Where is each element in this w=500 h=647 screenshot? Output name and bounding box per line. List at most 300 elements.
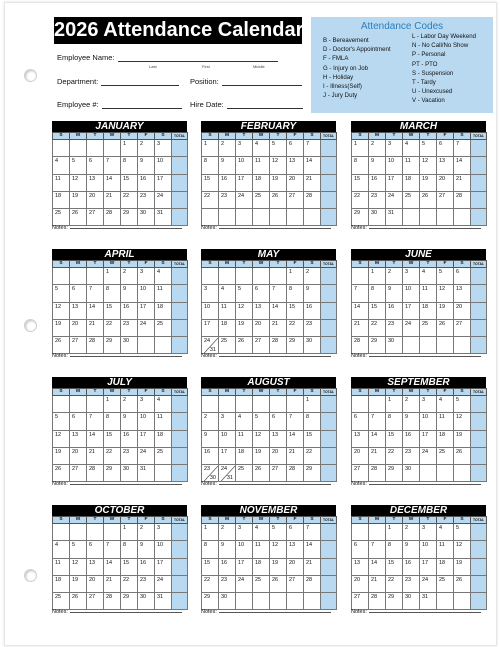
day-cell[interactable]: 7: [87, 413, 104, 430]
day-cell[interactable]: 11: [403, 157, 420, 174]
day-cell[interactable]: 10: [138, 413, 155, 430]
day-cell[interactable]: 4: [253, 524, 270, 541]
day-cell[interactable]: 22: [352, 191, 369, 208]
day-cell[interactable]: 18: [253, 174, 270, 191]
day-cell[interactable]: 27: [87, 209, 104, 226]
week-total-cell[interactable]: [471, 575, 487, 592]
day-cell[interactable]: 22: [386, 575, 403, 592]
day-cell[interactable]: 3: [420, 524, 437, 541]
day-cell[interactable]: 9: [138, 157, 155, 174]
day-cell[interactable]: 28: [369, 593, 386, 610]
week-total-cell[interactable]: [172, 140, 188, 157]
day-cell[interactable]: 22: [386, 447, 403, 464]
day-cell[interactable]: 25: [253, 575, 270, 592]
day-cell[interactable]: 3: [420, 396, 437, 413]
notes-line[interactable]: [70, 608, 182, 613]
day-cell[interactable]: 13: [270, 430, 287, 447]
day-cell[interactable]: 27: [352, 465, 369, 482]
day-cell[interactable]: 1: [304, 396, 321, 413]
day-cell[interactable]: [369, 524, 386, 541]
day-cell[interactable]: 5: [270, 524, 287, 541]
day-cell[interactable]: 8: [304, 413, 321, 430]
day-cell[interactable]: 25: [155, 319, 172, 336]
day-cell[interactable]: 24: [138, 447, 155, 464]
day-cell[interactable]: 30: [138, 593, 155, 610]
day-cell[interactable]: 27: [437, 191, 454, 208]
day-cell[interactable]: 1: [104, 268, 121, 285]
day-cell[interactable]: 14: [369, 430, 386, 447]
day-cell[interactable]: 12: [253, 430, 270, 447]
day-cell[interactable]: 11: [420, 285, 437, 302]
day-cell[interactable]: 14: [454, 157, 471, 174]
day-cell[interactable]: 19: [420, 174, 437, 191]
position-field[interactable]: [222, 85, 302, 86]
day-cell[interactable]: 29: [104, 465, 121, 482]
day-cell[interactable]: 5: [454, 524, 471, 541]
day-cell[interactable]: 4: [219, 285, 236, 302]
day-cell[interactable]: 13: [87, 174, 104, 191]
notes-line[interactable]: [219, 608, 331, 613]
day-cell[interactable]: 2: [403, 524, 420, 541]
day-cell[interactable]: 5: [70, 541, 87, 558]
day-cell[interactable]: 18: [236, 447, 253, 464]
day-cell[interactable]: 22: [202, 191, 219, 208]
day-cell[interactable]: 10: [403, 285, 420, 302]
day-cell[interactable]: 16: [304, 302, 321, 319]
day-cell[interactable]: 20: [287, 558, 304, 575]
day-cell[interactable]: 5: [53, 285, 70, 302]
day-cell[interactable]: 16: [369, 174, 386, 191]
week-total-cell[interactable]: [471, 447, 487, 464]
day-cell[interactable]: 2: [121, 396, 138, 413]
day-cell[interactable]: 17: [155, 558, 172, 575]
day-cell[interactable]: 18: [219, 319, 236, 336]
day-cell[interactable]: 13: [352, 558, 369, 575]
day-cell[interactable]: 28: [454, 191, 471, 208]
day-cell[interactable]: 19: [454, 430, 471, 447]
day-cell[interactable]: 19: [70, 575, 87, 592]
day-cell[interactable]: 15: [369, 302, 386, 319]
day-cell[interactable]: 13: [352, 430, 369, 447]
notes-line[interactable]: [369, 224, 481, 229]
day-cell[interactable]: 25: [403, 191, 420, 208]
day-cell[interactable]: [202, 268, 219, 285]
week-total-cell[interactable]: [172, 430, 188, 447]
notes-line[interactable]: [219, 480, 331, 485]
day-cell[interactable]: 13: [70, 430, 87, 447]
day-cell[interactable]: 19: [270, 558, 287, 575]
day-cell[interactable]: 7: [287, 413, 304, 430]
day-cell[interactable]: 27: [87, 593, 104, 610]
day-cell[interactable]: 30: [219, 593, 236, 610]
day-cell[interactable]: 6: [70, 413, 87, 430]
week-total-cell[interactable]: [321, 447, 337, 464]
day-cell[interactable]: 16: [219, 174, 236, 191]
day-cell[interactable]: 17: [202, 319, 219, 336]
day-cell[interactable]: 3: [155, 140, 172, 157]
week-total-cell[interactable]: [172, 157, 188, 174]
day-cell[interactable]: 4: [236, 413, 253, 430]
day-cell[interactable]: 31: [138, 465, 155, 482]
day-cell[interactable]: [53, 140, 70, 157]
day-cell[interactable]: 28: [87, 465, 104, 482]
day-cell[interactable]: [369, 396, 386, 413]
day-cell[interactable]: 10: [236, 541, 253, 558]
week-total-cell[interactable]: [471, 191, 487, 208]
day-cell[interactable]: 23: [121, 447, 138, 464]
day-cell[interactable]: 26: [437, 319, 454, 336]
day-cell[interactable]: [53, 524, 70, 541]
day-cell[interactable]: 10: [236, 157, 253, 174]
day-cell[interactable]: 10: [420, 541, 437, 558]
day-cell[interactable]: 19: [53, 447, 70, 464]
day-cell[interactable]: 22: [304, 447, 321, 464]
day-cell[interactable]: [70, 524, 87, 541]
week-total-cell[interactable]: [172, 319, 188, 336]
day-cell[interactable]: 23: [403, 575, 420, 592]
day-cell[interactable]: 11: [53, 174, 70, 191]
day-cell[interactable]: 16: [403, 430, 420, 447]
day-cell[interactable]: 22: [121, 575, 138, 592]
day-cell[interactable]: 30: [403, 465, 420, 482]
day-cell[interactable]: 20: [70, 319, 87, 336]
day-cell[interactable]: 22: [104, 447, 121, 464]
day-cell[interactable]: 2: [219, 524, 236, 541]
hire-date-field[interactable]: [227, 108, 303, 109]
day-cell[interactable]: 12: [454, 413, 471, 430]
day-cell[interactable]: 28: [270, 337, 287, 354]
day-cell[interactable]: 26: [454, 447, 471, 464]
day-cell[interactable]: 14: [87, 302, 104, 319]
day-cell[interactable]: 3: [219, 413, 236, 430]
day-cell[interactable]: 7: [270, 285, 287, 302]
day-cell[interactable]: 3: [155, 524, 172, 541]
day-cell[interactable]: 14: [304, 541, 321, 558]
day-cell[interactable]: 2: [369, 140, 386, 157]
day-cell[interactable]: 15: [121, 558, 138, 575]
day-cell[interactable]: 15: [386, 558, 403, 575]
day-cell[interactable]: 18: [53, 191, 70, 208]
day-cell[interactable]: 12: [53, 430, 70, 447]
week-total-cell[interactable]: [321, 191, 337, 208]
day-cell[interactable]: 12: [270, 157, 287, 174]
day-cell[interactable]: 21: [104, 191, 121, 208]
day-cell[interactable]: 18: [53, 575, 70, 592]
day-cell[interactable]: [270, 396, 287, 413]
day-cell[interactable]: 8: [104, 285, 121, 302]
day-cell[interactable]: 7: [454, 140, 471, 157]
day-cell[interactable]: 1: [121, 140, 138, 157]
day-cell[interactable]: 6: [70, 285, 87, 302]
day-cell[interactable]: 5: [236, 285, 253, 302]
day-cell[interactable]: 8: [202, 541, 219, 558]
day-cell[interactable]: 12: [270, 541, 287, 558]
day-cell[interactable]: 30: [403, 593, 420, 610]
day-cell[interactable]: 5: [70, 157, 87, 174]
department-field[interactable]: [101, 85, 179, 86]
day-cell[interactable]: 10: [420, 413, 437, 430]
week-total-cell[interactable]: [172, 575, 188, 592]
day-cell[interactable]: 2: [202, 413, 219, 430]
day-cell[interactable]: 4: [53, 541, 70, 558]
day-cell[interactable]: [352, 268, 369, 285]
day-cell[interactable]: 1: [202, 524, 219, 541]
day-cell[interactable]: 18: [437, 558, 454, 575]
day-cell[interactable]: 27: [352, 593, 369, 610]
day-cell[interactable]: 13: [253, 302, 270, 319]
day-cell[interactable]: 15: [287, 302, 304, 319]
day-cell[interactable]: 15: [386, 430, 403, 447]
day-cell[interactable]: 12: [53, 302, 70, 319]
day-cell[interactable]: 18: [155, 430, 172, 447]
day-cell[interactable]: [236, 396, 253, 413]
day-cell[interactable]: 11: [53, 558, 70, 575]
day-cell[interactable]: [219, 396, 236, 413]
week-total-cell[interactable]: [321, 157, 337, 174]
day-cell[interactable]: 27: [454, 319, 471, 336]
week-total-cell[interactable]: [172, 413, 188, 430]
day-cell[interactable]: 26: [270, 191, 287, 208]
week-total-cell[interactable]: [471, 285, 487, 302]
day-cell[interactable]: 6: [352, 541, 369, 558]
day-cell[interactable]: 25: [53, 209, 70, 226]
day-cell[interactable]: 2: [138, 140, 155, 157]
day-cell[interactable]: 29: [386, 465, 403, 482]
day-cell[interactable]: 19: [53, 319, 70, 336]
day-cell[interactable]: 23: [138, 575, 155, 592]
day-cell[interactable]: 22: [121, 191, 138, 208]
day-cell[interactable]: 20: [87, 191, 104, 208]
day-cell[interactable]: [70, 268, 87, 285]
day-cell[interactable]: 31: [155, 209, 172, 226]
week-total-cell[interactable]: [321, 413, 337, 430]
day-cell[interactable]: 30: [386, 337, 403, 354]
day-cell[interactable]: 14: [270, 302, 287, 319]
day-cell[interactable]: 6: [287, 524, 304, 541]
day-cell[interactable]: 7: [369, 541, 386, 558]
day-cell[interactable]: 26: [53, 337, 70, 354]
day-cell[interactable]: 16: [121, 430, 138, 447]
day-cell[interactable]: 14: [87, 430, 104, 447]
notes-line[interactable]: [70, 352, 182, 357]
day-cell[interactable]: 29: [202, 593, 219, 610]
day-cell[interactable]: 2: [219, 140, 236, 157]
day-cell[interactable]: 27: [270, 465, 287, 482]
day-cell[interactable]: 23: [369, 191, 386, 208]
day-cell[interactable]: 13: [437, 157, 454, 174]
day-cell[interactable]: 6: [454, 268, 471, 285]
day-cell[interactable]: 20: [270, 447, 287, 464]
day-cell[interactable]: 21: [304, 558, 321, 575]
week-total-cell[interactable]: [471, 140, 487, 157]
day-cell[interactable]: [70, 140, 87, 157]
notes-line[interactable]: [70, 480, 182, 485]
day-cell[interactable]: 26: [420, 191, 437, 208]
day-cell[interactable]: 23: [386, 319, 403, 336]
week-total-cell[interactable]: [172, 174, 188, 191]
day-cell[interactable]: 1: [104, 396, 121, 413]
day-cell[interactable]: 3: [236, 140, 253, 157]
day-cell[interactable]: 7: [104, 157, 121, 174]
week-total-cell[interactable]: [172, 396, 188, 413]
day-cell[interactable]: 27: [253, 337, 270, 354]
day-cell[interactable]: 9: [369, 157, 386, 174]
day-cell[interactable]: 28: [304, 575, 321, 592]
day-cell[interactable]: 28: [352, 337, 369, 354]
day-cell[interactable]: 18: [437, 430, 454, 447]
day-cell[interactable]: 18: [403, 174, 420, 191]
day-cell[interactable]: 18: [253, 558, 270, 575]
day-cell[interactable]: 26: [236, 337, 253, 354]
day-cell[interactable]: 4: [403, 140, 420, 157]
day-cell[interactable]: 1: [352, 140, 369, 157]
week-total-cell[interactable]: [471, 430, 487, 447]
day-cell[interactable]: 25: [253, 191, 270, 208]
day-cell[interactable]: 21: [287, 447, 304, 464]
day-cell[interactable]: 4: [155, 396, 172, 413]
day-cell[interactable]: 8: [352, 157, 369, 174]
day-cell[interactable]: 7: [352, 285, 369, 302]
day-cell[interactable]: 5: [454, 396, 471, 413]
day-cell[interactable]: [253, 268, 270, 285]
day-cell[interactable]: 17: [420, 558, 437, 575]
week-total-cell[interactable]: [321, 174, 337, 191]
day-cell[interactable]: 3: [138, 396, 155, 413]
day-cell[interactable]: 15: [202, 174, 219, 191]
day-cell[interactable]: 11: [437, 541, 454, 558]
day-cell[interactable]: 28: [287, 465, 304, 482]
day-cell[interactable]: 5: [437, 268, 454, 285]
day-cell[interactable]: [236, 268, 253, 285]
day-cell[interactable]: 28: [104, 593, 121, 610]
day-cell[interactable]: 25: [236, 465, 253, 482]
day-cell[interactable]: 4: [420, 268, 437, 285]
day-cell[interactable]: 5: [53, 413, 70, 430]
day-cell[interactable]: 6: [270, 413, 287, 430]
day-cell[interactable]: 8: [369, 285, 386, 302]
day-cell[interactable]: 15: [121, 174, 138, 191]
day-cell[interactable]: 21: [454, 174, 471, 191]
day-cell[interactable]: [270, 268, 287, 285]
day-cell[interactable]: [219, 268, 236, 285]
day-cell[interactable]: 16: [202, 447, 219, 464]
day-cell[interactable]: 13: [287, 157, 304, 174]
day-cell[interactable]: 14: [104, 174, 121, 191]
week-total-cell[interactable]: [471, 319, 487, 336]
day-cell[interactable]: [352, 524, 369, 541]
day-cell[interactable]: 7: [104, 541, 121, 558]
day-cell[interactable]: 11: [219, 302, 236, 319]
notes-line[interactable]: [70, 224, 182, 229]
day-cell[interactable]: 31: [386, 209, 403, 226]
day-cell[interactable]: 18: [155, 302, 172, 319]
day-cell[interactable]: 19: [70, 191, 87, 208]
day-cell[interactable]: 16: [403, 558, 420, 575]
day-cell[interactable]: 20: [70, 447, 87, 464]
day-cell[interactable]: 21: [270, 319, 287, 336]
day-cell[interactable]: 8: [121, 157, 138, 174]
day-cell[interactable]: 29: [121, 209, 138, 226]
day-cell[interactable]: 30: [369, 209, 386, 226]
day-cell[interactable]: 27: [70, 337, 87, 354]
day-cell[interactable]: 19: [437, 302, 454, 319]
day-cell[interactable]: 1: [369, 268, 386, 285]
day-cell[interactable]: [202, 396, 219, 413]
day-cell[interactable]: 24: [403, 319, 420, 336]
week-total-cell[interactable]: [321, 524, 337, 541]
day-cell[interactable]: 11: [253, 541, 270, 558]
day-cell[interactable]: 10: [155, 541, 172, 558]
day-cell[interactable]: 9: [219, 541, 236, 558]
notes-line[interactable]: [369, 480, 481, 485]
employee-number-field[interactable]: [102, 108, 182, 109]
day-cell[interactable]: 26: [53, 465, 70, 482]
week-total-cell[interactable]: [321, 430, 337, 447]
week-total-cell[interactable]: [471, 174, 487, 191]
day-cell[interactable]: 12: [420, 157, 437, 174]
day-cell[interactable]: 2: [386, 268, 403, 285]
day-cell[interactable]: 30: [121, 465, 138, 482]
day-cell[interactable]: 10: [155, 157, 172, 174]
week-total-cell[interactable]: [172, 524, 188, 541]
day-cell[interactable]: 6: [253, 285, 270, 302]
day-cell[interactable]: 2: [304, 268, 321, 285]
day-cell[interactable]: 4: [155, 268, 172, 285]
day-cell[interactable]: 20: [352, 447, 369, 464]
day-cell[interactable]: 14: [352, 302, 369, 319]
day-cell[interactable]: 9: [386, 285, 403, 302]
day-cell[interactable]: 10: [202, 302, 219, 319]
day-cell[interactable]: 30: [304, 337, 321, 354]
day-cell[interactable]: 16: [138, 558, 155, 575]
day-cell[interactable]: 6: [87, 541, 104, 558]
day-cell[interactable]: 23: [219, 191, 236, 208]
day-cell[interactable]: 7: [304, 140, 321, 157]
week-total-cell[interactable]: [172, 558, 188, 575]
day-cell[interactable]: 30: [138, 209, 155, 226]
day-cell[interactable]: 1: [287, 268, 304, 285]
day-cell[interactable]: 24: [386, 191, 403, 208]
day-cell[interactable]: 13: [87, 558, 104, 575]
day-cell[interactable]: 26: [70, 593, 87, 610]
week-total-cell[interactable]: [471, 302, 487, 319]
day-cell[interactable]: 14: [369, 558, 386, 575]
day-cell[interactable]: 26: [270, 575, 287, 592]
day-cell[interactable]: 11: [236, 430, 253, 447]
day-cell[interactable]: 18: [420, 302, 437, 319]
day-cell[interactable]: 29: [352, 209, 369, 226]
day-cell[interactable]: [70, 396, 87, 413]
day-cell[interactable]: 9: [219, 157, 236, 174]
day-cell[interactable]: 13: [454, 285, 471, 302]
day-cell[interactable]: 9: [304, 285, 321, 302]
day-cell[interactable]: 9: [121, 413, 138, 430]
day-cell[interactable]: 10: [219, 430, 236, 447]
day-cell[interactable]: 22: [369, 319, 386, 336]
day-cell[interactable]: 11: [253, 157, 270, 174]
day-cell[interactable]: 7: [87, 285, 104, 302]
day-cell[interactable]: 3: [403, 268, 420, 285]
week-total-cell[interactable]: [321, 396, 337, 413]
day-cell[interactable]: 20: [253, 319, 270, 336]
day-cell[interactable]: 21: [87, 447, 104, 464]
day-cell[interactable]: 12: [437, 285, 454, 302]
day-cell[interactable]: 15: [304, 430, 321, 447]
day-cell[interactable]: 17: [236, 558, 253, 575]
day-cell[interactable]: 26: [70, 209, 87, 226]
week-total-cell[interactable]: [321, 319, 337, 336]
day-cell[interactable]: [253, 396, 270, 413]
